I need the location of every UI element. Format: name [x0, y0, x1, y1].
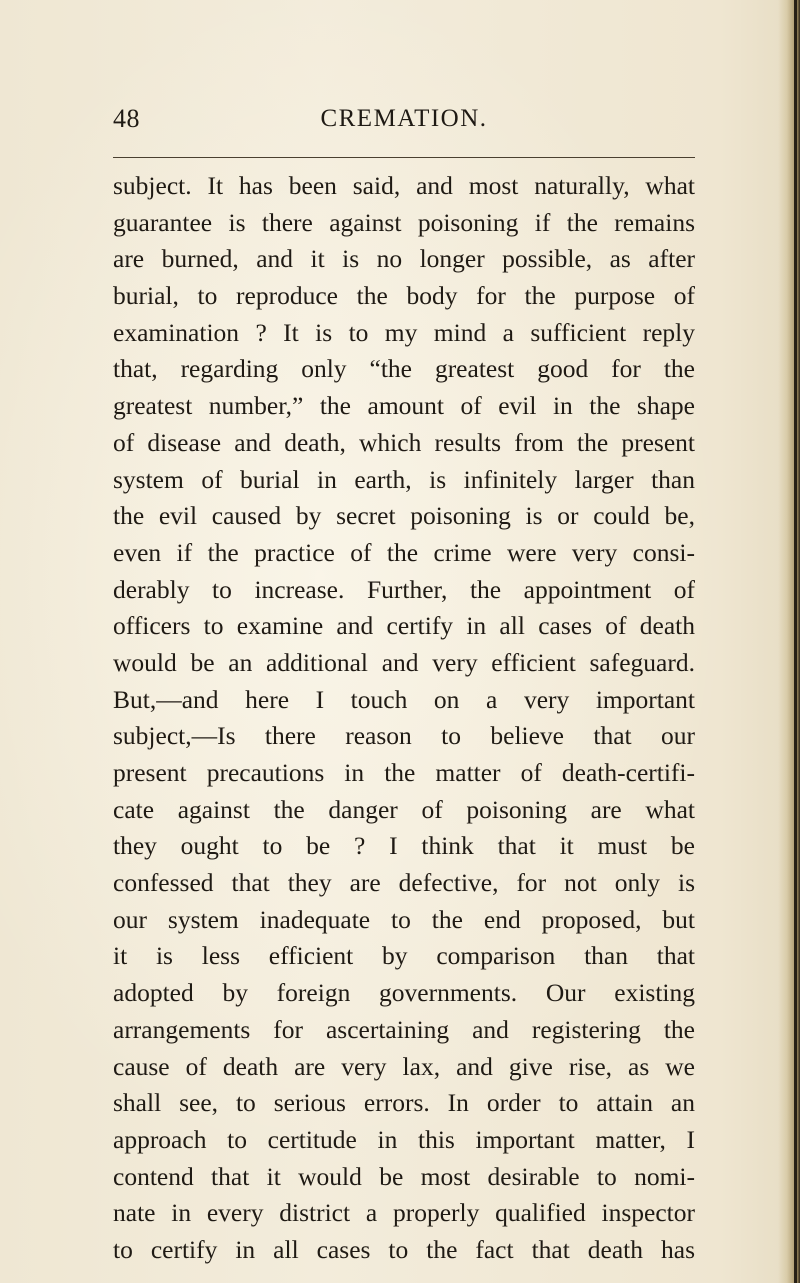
text-line: subject. It has been said, and most naturally, what	[113, 171, 695, 200]
text-line: present precautions in the matter of death-certifi-	[113, 758, 695, 787]
text-line: shall see, to serious errors. In order to attain an	[113, 1088, 695, 1118]
text-line: cate against the danger of poisoning are what	[113, 794, 695, 824]
running-head	[113, 102, 695, 136]
text-line: of disease and death, which results from the present	[113, 427, 695, 457]
text-line: burial, to reproduce the body for the purpose of	[113, 281, 695, 311]
text-line: confessed that they are defective, for not only is	[113, 868, 695, 898]
text-line: to certify in all cases to the fact that death has	[113, 1234, 695, 1264]
text-line: guarantee is there against poisoning if the remains	[113, 207, 695, 237]
text-line: adopted by foreign governments. Our existing	[113, 978, 695, 1008]
text-line: the evil caused by secret poisoning is or could be,	[113, 501, 695, 531]
text-line: subject,—Is there reason to believe that our	[113, 721, 695, 751]
text-line: are burned, and it is no longer possible, as after	[113, 244, 695, 274]
text-line: nate in every district a properly qualified inspector	[113, 1198, 695, 1228]
body-text	[113, 168, 695, 1269]
text-line: arrangements for ascertaining and registering the	[113, 1014, 695, 1044]
text-line: our system inadequate to the end proposed, but	[113, 904, 695, 934]
text-line: But,—and here I touch on a very important	[113, 684, 695, 714]
text-line: officers to examine and certify in all cases of death	[113, 611, 695, 641]
text-line: contend that it would be most desirable to nomi-	[113, 1161, 695, 1191]
text-line: that, regarding only “the greatest good for the	[113, 354, 695, 384]
text-line: greatest number,” the amount of evil in the shape	[113, 391, 695, 421]
text-line: cause of death are very lax, and give rise, as we	[113, 1051, 695, 1081]
text-line: would be an additional and very efficient safeguard.	[113, 647, 695, 677]
text-line: they ought to be ? I think that it must be	[113, 831, 695, 861]
text-line: examination ? It is to my mind a sufficient reply	[113, 317, 695, 347]
page-number: 48	[113, 104, 140, 133]
text-line: approach to certitude in this important matter, I	[113, 1124, 695, 1154]
text-line: derably to increase. Further, the appointment of	[113, 574, 695, 604]
text-line: even if the practice of the crime were very consi-	[113, 537, 695, 567]
chapter-title: CREMATION.	[320, 105, 488, 132]
text-line: system of burial in earth, is infinitely larger than	[113, 464, 695, 494]
header-rule	[113, 157, 695, 158]
binding-shadow	[794, 0, 797, 1283]
text-line: it is less efficient by comparison than that	[113, 941, 695, 971]
